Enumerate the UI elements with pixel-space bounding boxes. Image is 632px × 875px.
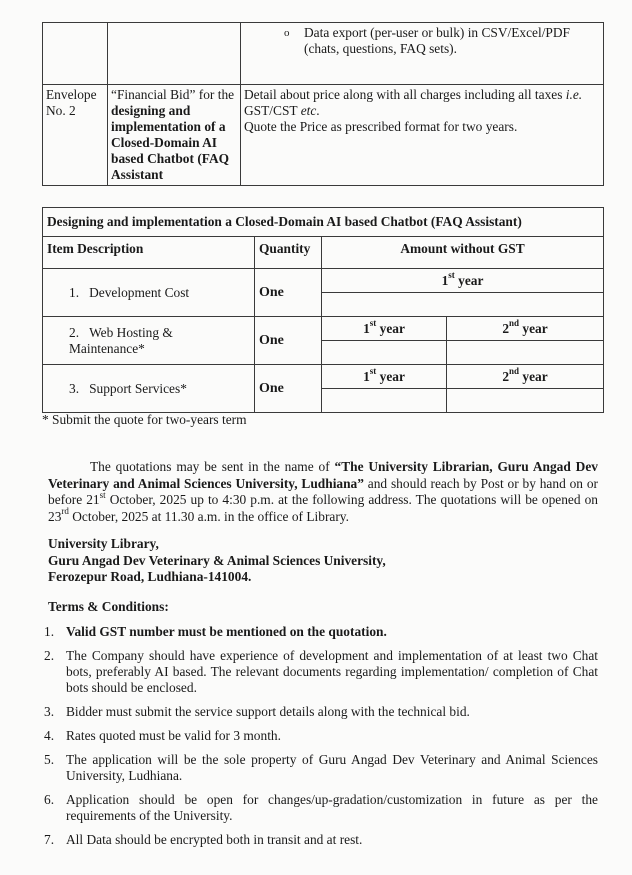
envelope-description: [108, 85, 241, 186]
year-text: year: [458, 272, 484, 288]
term-item: [44, 624, 598, 640]
table-row: [43, 269, 604, 293]
term-number: 5.: [44, 752, 55, 767]
paragraph-text: The quotations may be sent in the name of: [90, 459, 335, 474]
item-number: 3.: [69, 380, 80, 396]
item-number: 2.: [69, 324, 80, 340]
item-description: [43, 365, 255, 413]
item-quantity: One: [255, 365, 322, 413]
item-name: Support Services*: [89, 380, 187, 396]
term-item: [44, 728, 598, 744]
price-bid-table: [42, 207, 604, 413]
terms-heading: Terms & Conditions:: [48, 599, 169, 614]
amount-input-cell: [447, 341, 604, 365]
description-text: “Financial Bid” for the: [111, 87, 235, 102]
term-text: Rates quoted must be valid for 3 month.: [66, 728, 281, 743]
term-item: [44, 704, 598, 720]
year-number: 2: [502, 320, 510, 336]
term-text: The Company should have experience of development and implementation of at least two Chat bots, preferably AI based. The relevant documents regarding implementation/ completion of Chat bots should be enclosed.: [66, 648, 598, 695]
ordinal-suffix: st: [448, 270, 455, 281]
terms-list: [44, 624, 598, 856]
detail-line: [244, 103, 600, 119]
envelope-label: Envelope No. 2: [43, 85, 108, 186]
year-label: [322, 317, 447, 341]
detail-line: Quote the Price as prescribed format for two years.: [244, 119, 518, 134]
table-title-row: [43, 208, 604, 237]
address-line: Guru Angad Dev Veterinary & Animal Sciences University,: [48, 552, 386, 568]
amount-input-cell: [322, 341, 447, 365]
term-text: Bidder must submit the service support details along with the technical bid.: [66, 704, 470, 719]
term-text: Valid GST number must be mentioned on the quotation.: [66, 624, 387, 639]
item-name: Development Cost: [89, 284, 190, 300]
term-text: All Data should be encrypted both in transit and at rest.: [66, 832, 363, 847]
term-number: 4.: [44, 728, 55, 743]
item-description: [43, 317, 255, 365]
ordinal-suffix: rd: [61, 506, 69, 517]
term-number: 2.: [44, 648, 55, 663]
term-number: 6.: [44, 792, 55, 807]
detail-text: .: [316, 103, 320, 118]
term-item: [44, 648, 598, 696]
year-label: [447, 317, 604, 341]
bullet-item: [244, 25, 600, 57]
item-description: [43, 269, 255, 317]
header-amount: Amount without GST: [322, 237, 604, 269]
term-number: 1.: [44, 624, 55, 639]
year-label: [447, 365, 604, 389]
ordinal-suffix: nd: [509, 318, 520, 329]
envelope-detail: [241, 85, 604, 186]
term-text: Application should be open for changes/up-gradation/customization in future as per the requirements of the University.: [66, 792, 598, 823]
table-row: [43, 365, 604, 389]
year-number: 1: [363, 320, 370, 336]
item-number: 1.: [69, 284, 80, 300]
item-quantity: One: [255, 269, 322, 317]
amount-input-cell: [322, 293, 604, 317]
term-text: The application will be the sole property of Guru Angad Dev Veterinary and Animal Sciences University, Ludhiana.: [66, 752, 598, 783]
table-row: [43, 85, 604, 186]
header-item-description: Item Description: [43, 237, 255, 269]
ordinal-suffix: st: [369, 318, 377, 329]
year-text: year: [379, 368, 405, 384]
table-cell: [241, 23, 604, 85]
amount-input-cell: [322, 389, 447, 413]
description-bold-text: designing and implementation of a Closed-Domain AI based Chatbot (FAQ Assistant: [111, 103, 230, 182]
header-quantity: Quantity: [255, 237, 322, 269]
term-item: [44, 792, 598, 824]
item-name: Web Hosting & Maintenance*: [69, 324, 173, 356]
ordinal-suffix: st: [369, 366, 377, 377]
detail-text: Detail about price along with all charges including all taxes: [244, 87, 566, 102]
amount-input-cell: [447, 389, 604, 413]
year-text: year: [522, 320, 548, 336]
ordinal-suffix: st: [99, 489, 106, 500]
year-text: year: [379, 320, 405, 336]
bullet-text: Data export (per-user or bulk) in CSV/Excel/PDF (chats, questions, FAQ sets).: [304, 25, 571, 56]
detail-italic: i.e.: [565, 87, 583, 102]
detail-line: [244, 87, 600, 103]
year-number: 1: [363, 368, 370, 384]
paragraph-text: and should reach by Post or by hand on or before 21: [48, 475, 599, 507]
item-quantity: One: [255, 317, 322, 365]
postal-address: [48, 536, 386, 586]
paragraph-text: October, 2025 at 11.30 a.m. in the office of Library.: [68, 508, 349, 524]
footnote: * Submit the quote for two-years term: [42, 412, 247, 427]
table-row: [43, 317, 604, 341]
ordinal-suffix: nd: [509, 366, 520, 377]
term-number: 3.: [44, 704, 55, 719]
detail-italic: etc: [300, 103, 317, 118]
term-number: 7.: [44, 832, 55, 847]
year-text: year: [522, 368, 548, 384]
year-label: [322, 269, 604, 293]
table-title: Designing and implementation a Closed-Domain AI based Chatbot (FAQ Assistant): [43, 208, 604, 237]
paragraph-text: October, 2025 up to 4:30 p.m. at the following address. The quotations will be opened on 23: [48, 492, 599, 524]
term-item: [44, 832, 598, 848]
detail-text: GST/CST: [244, 103, 301, 118]
term-item: [44, 752, 598, 784]
envelope-table: [42, 22, 604, 186]
address-line: University Library,: [48, 536, 159, 551]
table-cell: [43, 23, 108, 85]
year-number: 2: [502, 368, 510, 384]
year-label: [322, 365, 447, 389]
table-cell: [108, 23, 241, 85]
circle-bullet-icon: o: [284, 27, 290, 39]
address-line: Ferozepur Road, Ludhiana-141004.: [48, 569, 252, 584]
submission-paragraph: [48, 459, 598, 525]
table-header-row: [43, 237, 604, 269]
year-number: 1: [441, 272, 449, 288]
addressee-bold: “The University Librarian, Guru Angad Dev Veterinary and Animal Sciences University, Ludhiana”: [48, 459, 598, 491]
table-row: [43, 23, 604, 85]
